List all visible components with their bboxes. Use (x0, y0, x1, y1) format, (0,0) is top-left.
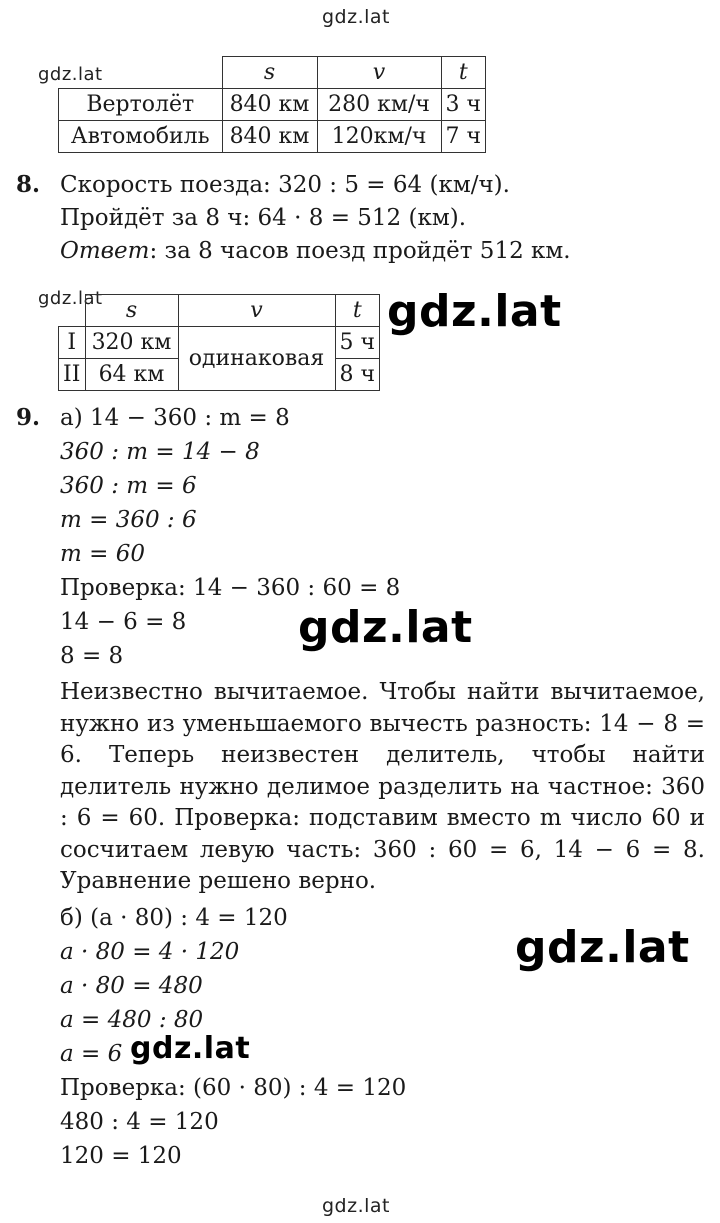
table-row (59, 295, 380, 327)
table-cell: 8 ч (335, 359, 380, 391)
task9-b-line: 480 : 4 = 120 (60, 1109, 219, 1135)
table-cell: 3 ч (441, 89, 486, 121)
answer-text: : за 8 часов поезд пройдёт 512 км. (149, 238, 571, 264)
table2-corner-watermark: gdz.lat (38, 288, 103, 309)
task9-b-line: a · 80 = 480 (60, 973, 203, 999)
task9-b-line: a = 6 (60, 1041, 123, 1067)
table-row (59, 121, 486, 153)
table-row (59, 327, 380, 359)
task9-a-line: m = 60 (60, 541, 145, 567)
task9-a-line: 14 − 6 = 8 (60, 609, 187, 635)
table-cell: Автомобиль (59, 121, 223, 153)
task9-b-line: Проверка: (60 · 80) : 4 = 120 (60, 1075, 407, 1101)
table-cell: 64 км (85, 359, 178, 391)
task9-b-line: б) (a · 80) : 4 = 120 (60, 905, 288, 931)
table-cell (59, 57, 223, 89)
table-header: v (317, 57, 441, 89)
task8-answer (60, 236, 571, 266)
table-cell: 840 км (222, 89, 317, 121)
watermark-big-2: gdz.lat (298, 602, 473, 653)
watermark-big-3: gdz.lat (515, 922, 690, 973)
task9-a-line: 360 : m = 6 (60, 473, 197, 499)
table-cell: Вертолёт (59, 89, 223, 121)
table-cell: 120км/ч (317, 121, 441, 153)
answer-label: Ответ (60, 238, 150, 264)
table-row (59, 57, 486, 89)
table-cell: 280 км/ч (317, 89, 441, 121)
table-header: t (441, 57, 486, 89)
table-header: v (178, 295, 335, 327)
table-header: t (335, 295, 380, 327)
table-cell: 840 км (222, 121, 317, 153)
table-cell: II (59, 359, 86, 391)
task9-a-line: m = 360 : 6 (60, 507, 197, 533)
table-cell: 7 ч (441, 121, 486, 153)
table-header: s (222, 57, 317, 89)
table-cell (59, 295, 86, 327)
task9-b-line: a = 480 : 80 (60, 1007, 204, 1033)
task9-a-line: а) 14 − 360 : m = 8 (60, 405, 290, 431)
task8-line2: Пройдёт за 8 ч: 64 · 8 = 512 (км). (60, 205, 467, 231)
task9-b-line: a · 80 = 4 · 120 (60, 939, 240, 965)
table1-corner-watermark: gdz.lat (38, 64, 103, 85)
table1 (58, 56, 486, 153)
watermark-top: gdz.lat (322, 6, 391, 28)
watermark-big-4: gdz.lat (130, 1034, 254, 1064)
table-cell: одинаковая (178, 327, 335, 391)
task8-number: 8. (16, 171, 41, 198)
task9-a-line: 8 = 8 (60, 643, 124, 669)
table-cell: 5 ч (335, 327, 380, 359)
table-cell: I (59, 327, 86, 359)
task9-number: 9. (16, 404, 41, 431)
table-cell: 320 км (85, 327, 178, 359)
task9-b-line: 120 = 120 (60, 1143, 182, 1169)
table2 (58, 294, 380, 391)
task9-a-line: 360 : m = 14 − 8 (60, 439, 260, 465)
watermark-bottom: gdz.lat (322, 1195, 391, 1217)
task9-a-line: Проверка: 14 − 360 : 60 = 8 (60, 575, 401, 601)
task9-explanation: Неизвестно вычитаемое. Чтобы найти вычитаемое, нужно из уменьшаемого вычесть разность: 14 − 8 = 6. Теперь неизвестен делитель, чтобы найти делитель нужно делимое разделить на частное: 360 : 6 = 60. Проверка: подставим вместо m число 60 и сосчитаем левую часть: 360 : 60 = 6, 14 − 6 = 8. Уравнение решено верно. (60, 679, 705, 894)
table-header: s (85, 295, 178, 327)
table-row (59, 89, 486, 121)
task8-line1: Скорость поезда: 320 : 5 = 64 (км/ч). (60, 172, 510, 198)
watermark-big-1: gdz.lat (387, 286, 562, 337)
